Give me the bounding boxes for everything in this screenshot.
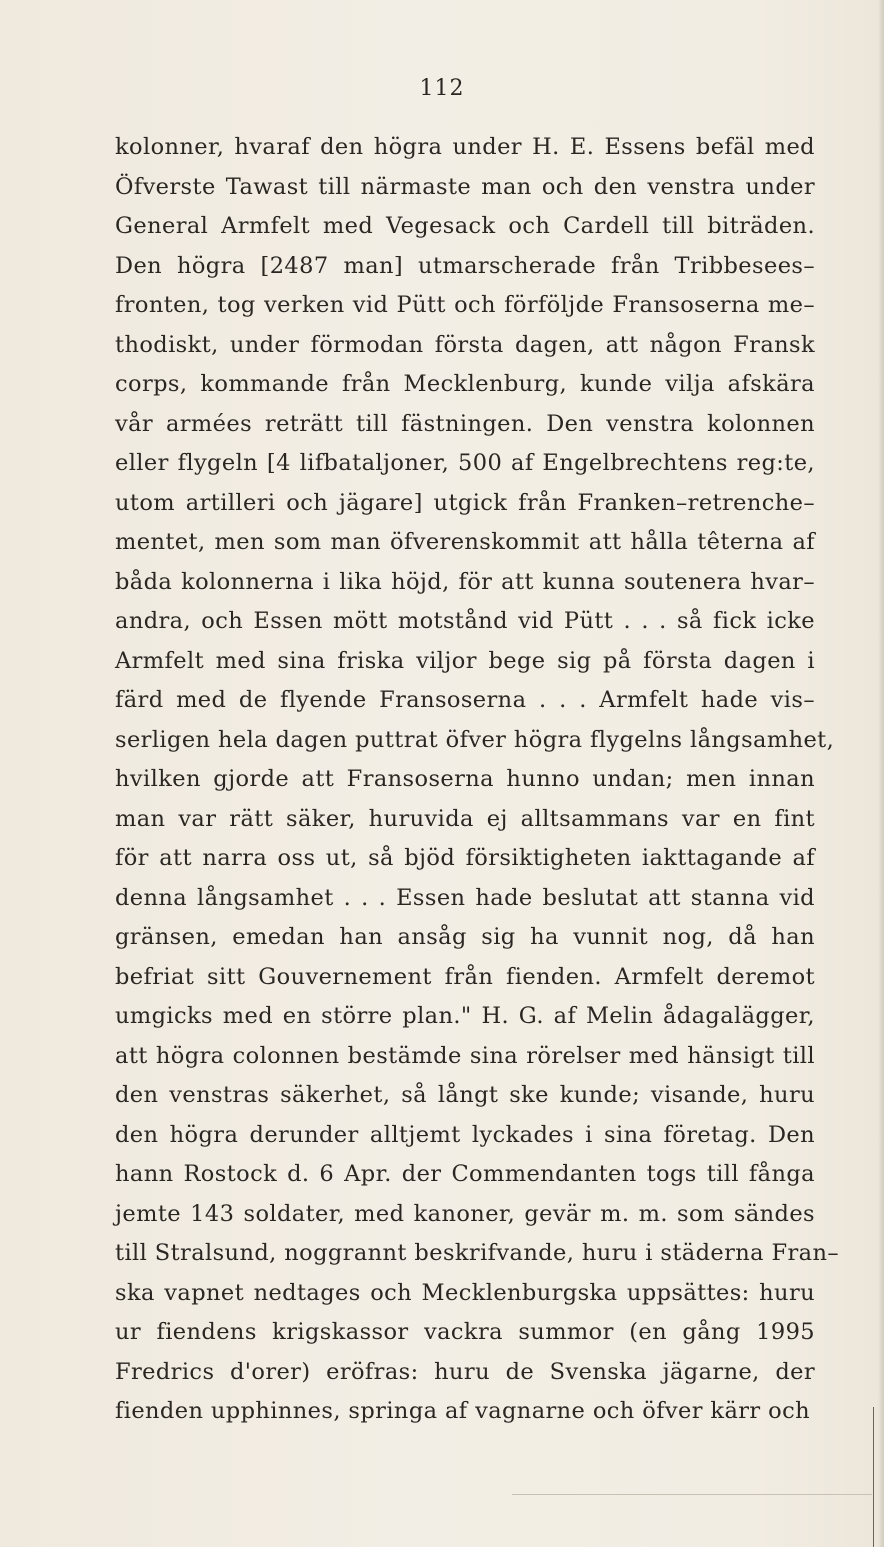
text-line: färd med de flyende Fransoserna . . . Armfelt hade vis– <box>115 687 815 713</box>
text-line: den högra derunder alltjemt lyckades i sina företag. Den <box>115 1121 815 1148</box>
text-line: till Stralsund, noggrannt beskrifvande, huru i städerna Fran– <box>115 1240 840 1266</box>
text-line: fienden upphinnes, springa af vagnarne och öfver kärr och <box>115 1398 810 1424</box>
text-line: Armfelt med sina friska viljor bege sig på första dagen i <box>115 647 815 674</box>
text-line: eller flygeln [4 lifbataljoner, 500 af Engelbrechtens reg:te, <box>115 450 815 476</box>
text-line: Öfverste Tawast till närmaste man och den venstra under <box>115 173 815 200</box>
scan-artifact-line <box>512 1494 872 1495</box>
text-line: ska vapnet nedtages och Mecklenburgska uppsättes: huru <box>115 1279 815 1306</box>
text-line: Fredrics d'orer) eröfras: huru de Svenska jägarne, der <box>115 1358 815 1385</box>
text-line: den venstras säkerhet, så långt ske kunde; visande, huru <box>115 1082 815 1108</box>
text-line: kolonner, hvaraf den högra under H. E. Essens befäl med <box>115 134 815 160</box>
text-line: båda kolonnerna i lika höjd, för att kunna soutenera hvar– <box>115 568 815 595</box>
page-corner-edge <box>873 1407 884 1547</box>
page-edge-shadow <box>878 0 884 1547</box>
text-line: ur fiendens krigskassor vackra summor (en gång 1995 <box>115 1319 815 1345</box>
text-line: vår armées reträtt till fästningen. Den venstra kolonnen <box>115 410 815 437</box>
text-line: befriat sitt Gouvernement från fienden. Armfelt deremot <box>115 963 815 990</box>
text-line: denna långsamhet . . . Essen hade beslutat att stanna vid <box>115 884 815 911</box>
text-line: hvilken gjorde att Fransoserna hunno undan; men innan <box>115 766 815 792</box>
text-line: utom artilleri och jägare] utgick från Franken–retrenche– <box>115 489 815 516</box>
body-text <box>115 128 840 1432</box>
text-line: General Armfelt med Vegesack och Cardell till biträden. <box>115 213 815 239</box>
text-line: fronten, tog verken vid Pütt och förföljde Fransoserna me– <box>115 292 815 318</box>
text-line: Den högra [2487 man] utmarscherade från Tribbesees– <box>115 252 815 279</box>
page-number: 112 <box>419 76 465 101</box>
text-line: hann Rostock d. 6 Apr. der Commendanten togs till fånga <box>115 1161 815 1187</box>
text-line: andra, och Essen mött motstånd vid Pütt . . . så fick icke <box>115 608 815 634</box>
text-line: corps, kommande från Mecklenburg, kunde vilja afskära <box>115 371 815 397</box>
text-line: gränsen, emedan han ansåg sig ha vunnit nog, då han <box>115 924 815 950</box>
text-line: att högra colonnen bestämde sina rörelser med hänsigt till <box>115 1042 815 1069</box>
text-line: man var rätt säker, huruvida ej alltsammans var en fint <box>115 805 815 832</box>
text-line: umgicks med en större plan." H. G. af Melin ådagalägger, <box>115 1003 815 1029</box>
text-line: serligen hela dagen puttrat öfver högra flygelns långsamhet, <box>115 726 835 753</box>
text-line: för att narra oss ut, så bjöd försiktigheten iakttagande af <box>115 845 815 871</box>
text-line: mentet, men som man öfverenskommit att hålla têterna af <box>115 529 815 555</box>
text-line: jemte 143 soldater, med kanoner, gevär m. m. som sändes <box>115 1200 815 1227</box>
text-line: thodiskt, under förmodan första dagen, att någon Fransk <box>115 331 815 358</box>
